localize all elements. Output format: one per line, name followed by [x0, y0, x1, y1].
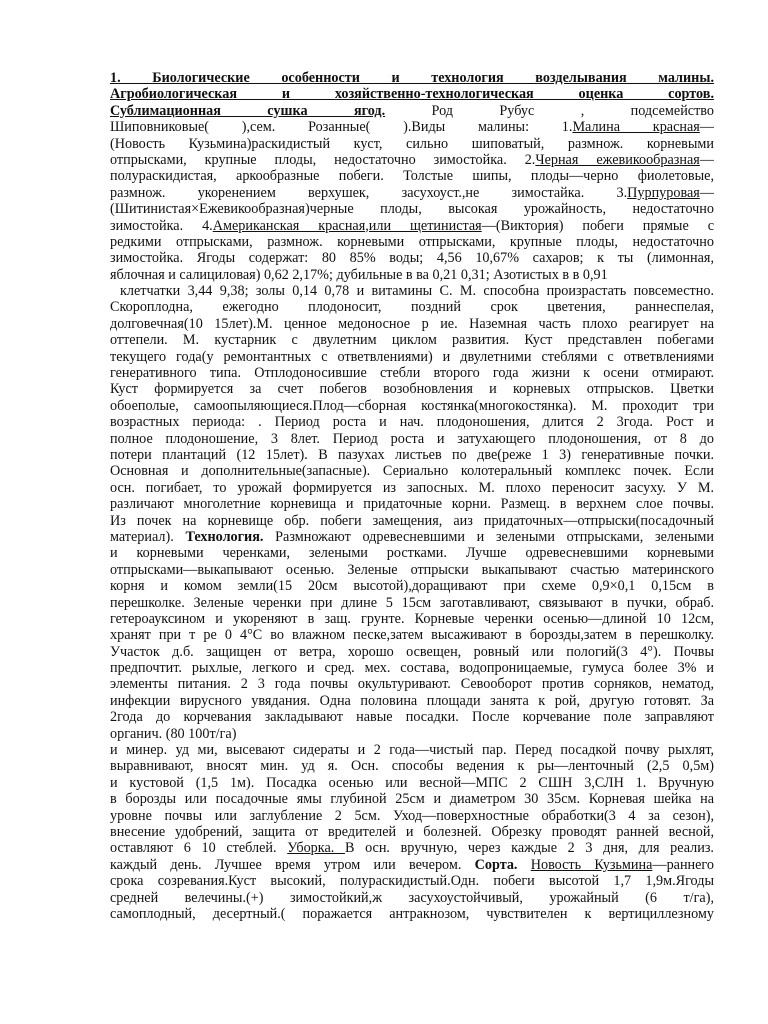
- text-segment: Шиповниковые( ),сем. Розанные( ).Виды малины: 1.: [110, 119, 573, 136]
- text-line: [110, 299, 714, 315]
- text-line: [110, 316, 714, 332]
- text-line: [110, 627, 714, 643]
- text-line: [110, 398, 714, 414]
- text-line: [110, 70, 714, 86]
- text-segment: элементы питания. 2 3 года почвы окультуривают. Севооборот против сорняков, нематод,: [110, 676, 714, 693]
- text-segment: предпочтит. рыхлые, легкого и сред. мех. состава, водопроницаемые, гумуса более 3% и: [110, 660, 714, 677]
- text-line: [110, 906, 714, 922]
- text-segment: потери плантаций (12 15лет). В пазухах листьев по две(реже 1 3) генеративные почки.: [110, 446, 714, 463]
- text-line: [110, 857, 714, 873]
- text-segment: Скороплодна, ежегодно плодоносит, поздний срок цветения, раннеспелая,: [110, 299, 714, 316]
- text-segment: и корневыми черенками, зелеными ростками. Лучше одревесневшими корневыми: [110, 545, 714, 562]
- text-segment: корня и комом земли(15 20см высотой),доращивают при схеме 0,9×0,1 0,15см в: [110, 578, 714, 595]
- text-segment-emphasis: Американская красная,или щетинистая: [212, 217, 482, 234]
- text-line: [110, 447, 714, 463]
- text-line: [110, 168, 714, 184]
- text-segment: уровне почвы или заглубление 2 5см. Уход—поверхностные обработки(3 4 за сезон),: [110, 807, 714, 824]
- text-line: [110, 808, 714, 824]
- text-segment: Куст формируется за счет побегов возобновления и корневых отпрысков. Цветки: [110, 381, 714, 398]
- text-line: [110, 824, 714, 840]
- text-line: [110, 250, 714, 266]
- text-segment: перешколке. Зеленые черенки при длине 5 15см заготавливают, связывают в пучки, обраб.: [110, 594, 714, 611]
- text-line: [110, 873, 714, 889]
- text-segment: оттепели. М. кустарник с двулетним циклом развития. Куст представлен побегами: [110, 332, 714, 349]
- text-segment: полное плодоношение, 3 8лет. Период роста и затухающего плодоношения, от 8 до: [110, 430, 714, 447]
- text-line: [110, 890, 714, 906]
- text-line: [110, 562, 714, 578]
- text-line: [110, 726, 714, 742]
- text-line: [110, 431, 714, 447]
- text-segment: зимостойка. 4.: [110, 217, 213, 234]
- text-segment: —раннего: [652, 856, 714, 873]
- text-line: [110, 545, 714, 561]
- text-segment: яблочная и салициловая) 0,62 2,17%; дубильные в ва 0,21 0,31; Азотистых в в 0,91: [110, 266, 608, 283]
- text-segment: генеративного типа. Отплодоносившие стебли второго года жизни к осени отмирают.: [110, 365, 714, 382]
- text-line: [110, 152, 714, 168]
- text-segment: и кустовой (1,5 1м). Посадка осенью или весной—МПС 2 СШН 3,СЛН 1. Вручную: [110, 774, 714, 791]
- text-segment: материал).: [110, 528, 186, 545]
- text-segment-emphasis: Пурпуровая: [627, 184, 700, 201]
- text-segment: инфекции вирусного увядания. Одна половина площади занята к рой, другую готовят. За: [110, 692, 714, 709]
- text-segment: в борозды или посадочные ямы глубиной 25см и диаметром 30 35см. Корневая шейка на: [110, 791, 714, 808]
- text-line: [110, 185, 714, 201]
- text-line: [110, 496, 714, 512]
- text-segment-emphasis: Технология.: [185, 528, 264, 545]
- text-line: [110, 578, 714, 594]
- text-line: [110, 660, 714, 676]
- text-segment: обоеполые, самоопыляющиеся.Плод—сборная костянка(многокостянка). М. проходит три: [110, 397, 714, 414]
- text-segment: самоплодный, десертный.( поражается антракнозом, чувствителен к вертициллезному: [110, 905, 714, 922]
- text-segment: и минер. уд ми, высевают сидераты и 2 года—чистый пар. Перед посадкой почву рыхлят,: [110, 742, 714, 759]
- text-segment: гетероауксином и укореняют в защ. грунте. Корневые черенки осенью—длиной 10 12см,: [110, 610, 714, 627]
- text-line: [110, 234, 714, 250]
- text-segment: отпрысками, крупные плоды, недостаточно зимостойка. 2.: [110, 151, 536, 168]
- text-line: [110, 414, 714, 430]
- text-segment-emphasis: Новость Кузьмина: [530, 856, 653, 873]
- text-line: [110, 332, 714, 348]
- text-line: [110, 758, 714, 774]
- text-segment-emphasis: Сублимационная сушка ягод.: [110, 102, 386, 119]
- text-line: [110, 381, 714, 397]
- text-segment-emphasis: Черная ежевикообразная: [535, 151, 700, 168]
- text-segment: клетчатки 3,44 9,38; золы 0,14 0,78 и витамины С. М. способна произрастать повсеместно.: [120, 283, 714, 300]
- text-segment: Участок д.б. защищен от ветра, хорошо освещен, ровный или пологий(3 4°). Почвы: [110, 643, 714, 660]
- text-segment: выравнивают, вносят мин. уд я. Осн. способы ведения к ры—ленточный (2,5 0,5м): [110, 758, 714, 775]
- text-line: [110, 611, 714, 627]
- text-line: [110, 480, 714, 496]
- text-line: [110, 775, 714, 791]
- text-line: [110, 119, 714, 135]
- text-segment: полураскидистая, аркообразные побеги. Толстые шипы, плоды—черно фиолетовые,: [110, 168, 714, 185]
- text-line: [110, 86, 714, 102]
- text-segment: долговечная(10 15лет).М. ценное медоносное р ие. Наземная часть плохо реагирует на: [110, 315, 714, 332]
- text-line: [110, 349, 714, 365]
- text-line: [110, 283, 714, 299]
- text-segment: 2года до корчевания закладывают навые посадки. После корчевание поле заправляют: [110, 709, 714, 726]
- text-segment: текущего года(у ремонтантных с ответвлениями) и двулетними стеблями с ответвлениями: [110, 348, 714, 365]
- text-line: [110, 595, 714, 611]
- text-line: [110, 529, 714, 545]
- text-segment: отпрысками—выкапывают осенью. Зеленые отпрыски выкапывают счастью материнского: [110, 561, 714, 578]
- text-segment: оставляют 6 10 стеблей.: [110, 840, 288, 857]
- text-line: [110, 709, 714, 725]
- text-line: [110, 267, 714, 283]
- text-line: [110, 136, 714, 152]
- text-line: [110, 201, 714, 217]
- document-body: [110, 70, 714, 922]
- text-segment: хранят при т ре 0 4°С во влажном песке,затем высаживают в борозды,затем в перешколку.: [110, 627, 714, 644]
- text-line: [110, 791, 714, 807]
- text-segment: (Шитинистая×Ежевикообразная)черные плоды, высокая урожайность, недостаточно: [110, 201, 714, 218]
- text-line: [110, 103, 714, 119]
- text-line: [110, 463, 714, 479]
- text-segment: —: [699, 184, 714, 201]
- text-line: [110, 840, 714, 856]
- text-segment-emphasis: Уборка.: [287, 840, 345, 857]
- text-segment: редкими отпрысками, размнож. корневыми отпрысками, крупные плоды, недостаточно: [110, 233, 714, 250]
- text-segment: Размножают одревесневшими и зелеными отпрысками, зелеными: [263, 528, 714, 545]
- text-segment-emphasis: Малина красная: [572, 119, 700, 136]
- text-line: [110, 742, 714, 758]
- text-line: [110, 693, 714, 709]
- text-line: [110, 676, 714, 692]
- text-segment-emphasis: 1. Биологические особенности и технология возделывания малины.: [110, 70, 714, 86]
- text-segment: различают многолетние корневища и придаточные корни. Размещ. в верхнем слое почвы.: [110, 496, 714, 513]
- text-segment: органич. (80 100т/га): [110, 725, 237, 742]
- text-segment: каждый день. Лучшее время утром или вечером.: [110, 856, 475, 873]
- text-segment: —: [699, 151, 714, 168]
- text-segment: —: [699, 119, 714, 136]
- text-segment-emphasis: Агробиологическая и хозяйственно-технологическая оценка сортов.: [110, 86, 714, 103]
- text-segment: внесение удобрений, защита от вредителей и болезней. Обрезку проводят ранней весной,: [110, 823, 714, 840]
- text-line: [110, 513, 714, 529]
- text-segment: срока созревания.Куст высокий, полураскидистый.Одн. побеги высотой 1,7 1,9м.Ягоды: [110, 873, 714, 890]
- text-segment: [517, 857, 530, 873]
- text-segment: Из почек на корневище обр. побеги замещения, аиз придаточных—отпрыски(посадочный: [110, 512, 714, 529]
- text-line: [110, 218, 714, 234]
- text-segment: зимостойка. Ягоды содержат: 80 85% воды; 4,56 10,67% сахаров; к ты (лимонная,: [110, 250, 714, 267]
- text-segment-emphasis: Сорта.: [474, 856, 518, 873]
- text-segment: —(Виктория) побеги прямые с: [481, 217, 714, 234]
- text-segment: Основная и дополнительные(запасные). Сериально колотеральный комплекс почек. Если: [110, 463, 714, 480]
- text-segment: В осн. вручную, через каждые 2 3 дня, для реализ.: [344, 840, 714, 857]
- text-segment: размнож. укоренением верхушек, засухоуст.,не зимостайка. 3.: [110, 184, 628, 201]
- text-segment: (Новость Кузьмина)раскидистый куст, сильно шиповатый, размнож. корневыми: [110, 135, 714, 152]
- text-line: [110, 644, 714, 660]
- text-line: [110, 365, 714, 381]
- text-segment: Род Рубус , подсемейство: [385, 102, 714, 119]
- text-segment: средней велечины.(+) зимостойкий,ж засухоустойчивый, урожайный (6 т/га),: [110, 889, 714, 906]
- text-segment: осн. погибает, то урожай формируется из запосных. М. плохо переносит засуху. У М.: [110, 479, 714, 496]
- text-segment: возрастных периода: . Период роста и нач. плодоношения, длится 2 3года. Рост и: [110, 414, 714, 431]
